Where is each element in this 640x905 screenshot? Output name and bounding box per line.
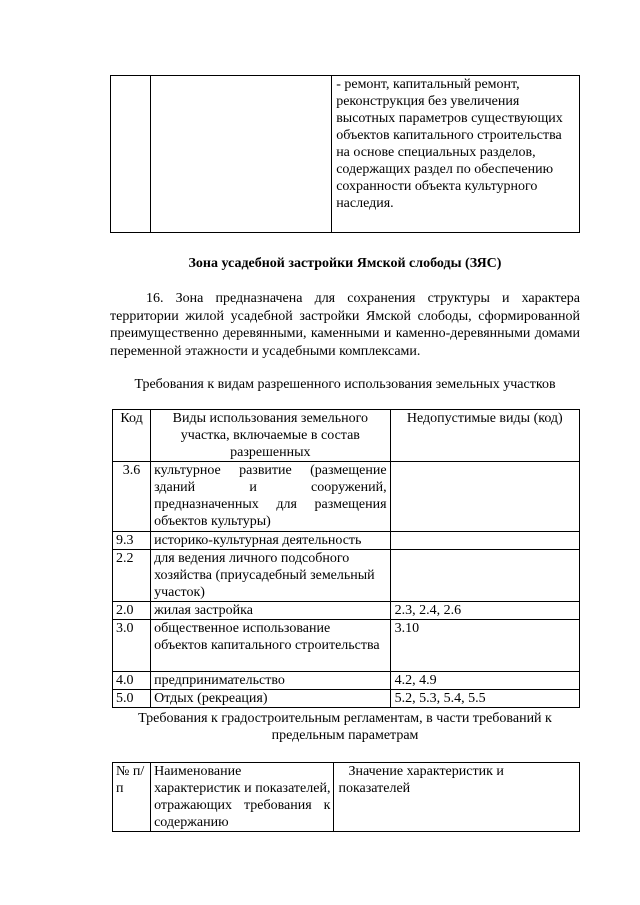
row-kind: культурное развитие (размещение зданий и сооружений, предназначенных для размещения объектов культуры) [151,462,391,532]
continuation-table [110,75,580,233]
row-code: 5.0 [113,690,151,708]
table-row [113,602,580,620]
row-forbidden [390,462,579,532]
zone-heading: Зона усадебной застройки Ямской слободы (ЗЯС) [188,256,502,271]
uses-table-caption: Требования к видам разрешенного использования земельных участков [134,377,556,392]
continuation-cell-2 [150,76,332,233]
table-row [113,532,580,550]
params-header-value: Значение характеристик и показателей [334,763,580,832]
row-kind: для ведения личного подсобного хозяйства (приусадебный земельный участок) [151,550,391,602]
row-code: 2.0 [113,602,151,620]
row-code: 4.0 [113,672,151,690]
params-table [112,762,580,832]
row-code: 9.3 [113,532,151,550]
row-code: 3.0 [113,620,151,672]
row-kind: общественное использование объектов капитального строительства [151,620,391,672]
row-forbidden: 5.2, 5.3, 5.4, 5.5 [390,690,579,708]
continuation-cell-3: - ремонт, капитальный ремонт, реконструкция без увеличения высотных параметров существующих объектов капитального строительства на основе специальных разделов, содержащих раздел по обеспечению сохранности объекта культурного наследия. [332,76,580,233]
row-forbidden: 2.3, 2.4, 2.6 [390,602,579,620]
zone-paragraph-text: 16. Зона предназначена для сохранения структуры и характера территории жилой усадебной застройки Ямской слободы, сформированной преимущественно деревянными, каменными и каменно-деревянными домами переменной этажности и усадебными комплексами. [110,291,580,359]
row-forbidden: 3.10 [390,620,579,672]
row-kind: жилая застройка [151,602,391,620]
table-row [113,550,580,602]
table-row [113,620,580,672]
uses-header-kind: Виды использования земельного участка, включаемые в состав разрешенных [151,410,391,462]
row-kind: историко-культурная деятельность [151,532,391,550]
uses-table [112,409,580,708]
continuation-cell-1 [111,76,151,233]
row-kind: Отдых (рекреация) [151,690,391,708]
table-row [113,690,580,708]
params-table-caption: Требования к градостроительным регламентам, в части требований к предельным параметрам [138,711,552,743]
zone-paragraph [110,290,580,360]
row-forbidden [390,532,579,550]
uses-header-code: Код [113,410,151,462]
row-code: 3.6 [113,462,151,532]
params-header-num: № п/п [113,763,151,832]
row-kind: предпринимательство [151,672,391,690]
table-row [113,672,580,690]
row-forbidden [390,550,579,602]
params-header-name: Наименование характеристик и показателей, отражающих требования к содержанию [151,763,334,832]
row-code: 2.2 [113,550,151,602]
uses-header-forbidden: Недопустимые виды (код) [390,410,579,462]
table-row [113,462,580,532]
row-forbidden: 4.2, 4.9 [390,672,579,690]
